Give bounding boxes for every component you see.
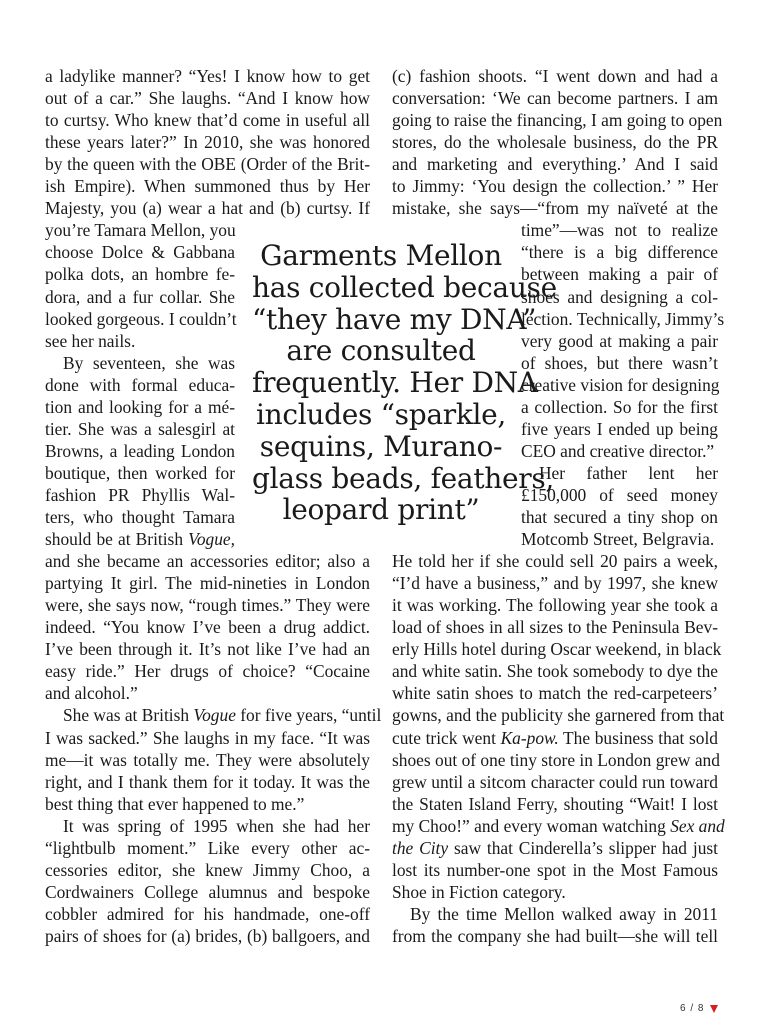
pull-quote-line: includes “sparkle, [255,397,507,431]
text-line [45,418,235,440]
text-line [392,837,718,859]
text-line [45,352,235,374]
pull-quote-line: sequins, Murano- [259,429,503,463]
text-line [45,197,370,219]
pull-quote-line: “they have my DNA” [252,302,537,336]
text-span: By the time Mellon walked away in 2011 [410,903,718,924]
pull-quote-line: are consulted [286,334,476,368]
text-span: partying It girl. The mid-nineties in London [45,573,370,594]
text-line [45,616,370,638]
text-span: Majesty, you (a) wear a hat and (b) curtsy. If [45,198,370,219]
text-span: lection. Technically, Jimmy’s [521,308,725,329]
text-span: to Jimmy: ‘You design the collection.’ ” Her [392,176,718,197]
text-line [392,925,718,947]
text-line [45,550,370,572]
text-line [45,859,370,881]
text-span: boutique, then worked for [45,462,235,483]
text-line [45,594,370,616]
text-line [392,660,718,682]
text-line [45,65,370,87]
text-line [45,286,235,308]
text-span: the Staten Island Ferry, shouting “Wait! I lost [392,793,718,814]
text-line [521,374,718,396]
text-span: a ladylike manner? “Yes! I know how to get [45,66,370,86]
text-line [521,396,718,418]
text-span: of shoes, but there wasn’t [521,352,718,373]
text-line [45,704,382,726]
text-span: Cordwainers College alumnus and bespoke [45,881,370,902]
text-span: my Choo!” and every woman watching [392,815,671,836]
text-span: cobbler admired for his handmade, one-off [45,903,370,924]
text-line [392,815,725,837]
text-span: polka dots, an hombre fe- [45,264,235,285]
text-line [521,241,718,263]
text-line [392,793,718,815]
text-span: It was spring of 1995 when she had her [63,815,370,836]
text-span: going to raise the financing, I am going to open [392,110,723,131]
text-line [392,638,722,660]
text-line [45,462,235,484]
text-span: mistake, she says—“from my naïveté at the [392,198,718,219]
text-span: that secured a tiny shop on [521,507,718,527]
text-line [392,109,723,131]
text-span: CEO and creative director.” [521,440,715,461]
text-line [45,682,370,704]
text-line [45,793,370,815]
text-span: creative vision for designing [521,374,720,395]
text-line [392,881,718,903]
text-span: indeed. “You know I’ve been a drug addict. [45,617,370,638]
text-span: I was sacked.” She laughs in my face. “It was [45,727,370,748]
text-line [45,881,370,903]
text-span: cessories editor, she knew Jimmy Choo, a [45,859,370,880]
text-span: Her father lent her [539,462,718,483]
text-span: and she became an accessories editor; also a [45,551,370,572]
text-span: pairs of shoes for (a) brides, (b) ballgoers, and [45,925,370,946]
text-span: for five years, “until [235,705,382,726]
text-span: erly Hills hotel during Oscar weekend, in black [392,639,722,660]
text-span: out of a car.” She laughs. “And I know how [45,88,370,109]
text-line [45,572,370,594]
text-span: you’re Tamara Mellon, you [45,220,236,241]
text-line [521,308,725,330]
text-span: a collection. So for the first [521,396,718,417]
text-span: were, she says now, “rough times.” They were [45,595,370,616]
text-span: cute trick went [392,727,501,748]
text-span: “lightbulb moment.” Like every other ac- [45,837,370,858]
text-line [521,506,718,528]
text-span: dora, and a fur collar. She [45,286,235,307]
text-line [392,175,718,197]
text-span: between making a pair of [521,264,718,285]
text-line [392,749,718,771]
text-line [392,572,718,594]
text-span: shoes out of one tiny store in London grew and [392,749,720,770]
text-line [392,859,718,881]
text-span: very good at making a pair [521,330,718,351]
text-span: choose Dolce & Gabbana [45,242,235,263]
text-span: white satin shoes to match the red-carpeteers’ [392,683,718,704]
text-line [392,87,718,109]
text-line [45,440,235,462]
next-page-arrow-icon[interactable] [710,1005,718,1013]
text-line [45,771,370,793]
text-line [45,308,235,330]
text-span: five years I ended up being [521,418,718,439]
text-span: £150,000 of seed money [521,484,718,505]
text-span: (c) fashion shoots. “I went down and had a [392,66,718,86]
text-line [45,396,235,418]
text-line [45,330,235,352]
text-line [392,704,725,726]
text-line [392,550,718,572]
text-span: grew until a sitcom character could run toward [392,771,718,792]
text-span: easy ride.” Her drugs of choice? “Cocaine [45,661,370,682]
text-span: and white satin. She took somebody to dye the [392,661,718,682]
text-line [392,903,718,925]
page-indicator: 6 / 8 [680,1003,705,1014]
text-span: looked gorgeous. I couldn’t [45,308,237,329]
pull-quote [252,239,557,527]
text-line [45,109,370,131]
text-span: best thing that ever happened to me.” [45,793,305,814]
text-line [45,87,370,109]
text-span: and alcohol.” [45,683,138,704]
text-line [392,594,718,616]
text-line [45,638,370,660]
text-line [45,153,370,175]
text-span: tion and looking for a mé- [45,396,235,417]
pull-quote-line: leopard print” [282,493,480,527]
text-span: The business that sold [558,727,718,748]
text-line [45,815,370,837]
text-span: and marketing and everything.’ And I said [392,154,718,175]
pull-quote-line: has collected because [252,270,557,304]
text-span: Shoe in Fiction category. [392,881,566,902]
text-span: “there is a big difference [521,242,718,263]
text-span: ters, who thought Tamara [45,507,235,527]
text-span: Motcomb Street, Belgravia. [521,529,715,550]
text-line [45,837,370,859]
pull-quote-line: frequently. Her DNA [252,366,538,400]
text-line [45,749,370,771]
pull-quote-line: glass beads, feathers, [252,461,555,495]
text-span: see her nails. [45,330,136,351]
text-span: load of shoes in all sizes to the Peninsula Bev- [392,617,718,638]
text-span: tier. She was a salesgirl at [45,418,235,439]
text-span: “I’d have a business,” and by 1997, she knew [392,573,718,594]
text-span: By seventeen, she was [63,352,235,373]
italic-text: Vogue [193,705,236,726]
text-line [45,727,370,749]
text-line [392,682,718,704]
text-span: I’ve been through it. It’s not like I’ve had an [45,639,370,660]
text-line [45,374,235,396]
text-line [45,660,370,682]
text-line [45,219,235,241]
text-line [521,330,718,352]
text-line [392,727,718,749]
text-line [392,153,718,175]
italic-text: Vogue, [188,529,235,550]
text-span: right, and I thank them for it today. It was the [45,771,370,792]
text-span: saw that Cinderella’s slipper had just [448,837,718,858]
italic-text: Ka-pow. [500,727,559,748]
text-span: lost its number-one spot in the Most Famous [392,859,718,880]
text-line [45,263,235,285]
text-line [392,616,718,638]
text-line [45,925,370,947]
text-span: gowns, and the publicity she garnered from that [392,705,725,726]
text-line [45,528,235,550]
text-span: He told her if she could sell 20 pairs a week, [392,551,718,572]
text-line [45,131,370,153]
text-line [45,175,370,197]
text-line [521,352,718,374]
text-span: She was at British [63,705,194,726]
text-span: ish Empire). When summoned thus by Her [45,176,370,197]
text-span: from the company she had built—she will tell [392,925,718,946]
text-line [521,440,718,462]
text-span: it was working. The following year she took a [392,595,718,616]
text-span: shoes and designing a col- [521,286,718,307]
text-span: to curtsy. Who knew that’d come in useful all [45,110,370,131]
text-line [392,131,718,153]
text-span: should be at British [45,529,189,550]
text-line [45,506,235,528]
text-line [392,65,718,87]
text-span: fashion PR Phyllis Wal- [45,484,235,505]
text-span: done with formal educa- [45,374,235,395]
text-span: these years later?” In 2010, she was honored [45,132,370,153]
text-line [45,484,235,506]
text-line [521,528,718,550]
text-span: by the queen with the OBE (Order of the Brit- [45,154,370,175]
italic-text: Sex and [670,815,725,836]
text-span: stores, do the wholesale business, do the PR [392,132,718,153]
text-line [521,219,718,241]
text-span: me—it was totally me. They were absolutely [45,749,370,770]
pull-quote-line: Garments Mellon [260,239,502,272]
italic-text: the City [392,837,449,858]
text-span: time”—was not to realize [521,220,718,241]
text-line [392,771,718,793]
text-line [45,241,235,263]
text-line [521,418,718,440]
text-line [45,903,370,925]
text-span: Browns, a leading London [45,440,235,461]
text-line [392,197,718,219]
text-span: conversation: ‘We can become partners. I am [392,88,718,109]
